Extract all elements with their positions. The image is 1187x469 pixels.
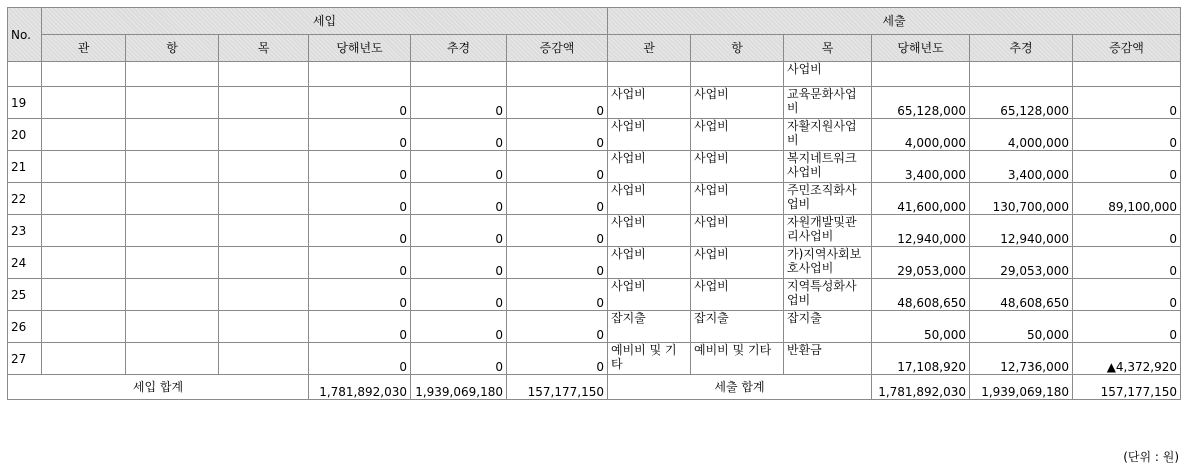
cell-expense-supplementary: 4,000,000	[970, 119, 1073, 151]
cell-revenue-current: 0	[309, 87, 411, 119]
cell-revenue-supplementary: 0	[411, 87, 507, 119]
expense-total-current: 1,781,892,030	[872, 375, 970, 400]
cell-revenue-mok	[219, 119, 309, 151]
cell-expense-current: 3,400,000	[872, 151, 970, 183]
cell-revenue-gwan	[42, 343, 126, 375]
header-revenue-supplementary: 추경	[411, 35, 507, 62]
cell-revenue-current: 0	[309, 247, 411, 279]
cell-no: 22	[8, 183, 42, 215]
header-expense-supplementary: 추경	[970, 35, 1073, 62]
cell-expense-gwan: 사업비	[608, 215, 691, 247]
cell-expense-mok: 복지네트워크사업비	[784, 151, 872, 183]
cell-no: 20	[8, 119, 42, 151]
table-row	[8, 247, 1181, 279]
cell-expense-supplementary: 12,736,000	[970, 343, 1073, 375]
cell-revenue-mok	[219, 62, 309, 87]
table-body	[8, 62, 1181, 375]
cell-expense-gwan: 사업비	[608, 183, 691, 215]
cell-no: 26	[8, 311, 42, 343]
cell-expense-supplementary: 3,400,000	[970, 151, 1073, 183]
cell-revenue-gwan	[42, 119, 126, 151]
cell-expense-difference: 0	[1073, 215, 1181, 247]
cell-expense-gwan: 사업비	[608, 87, 691, 119]
cell-no: 25	[8, 279, 42, 311]
revenue-total-current: 1,781,892,030	[309, 375, 411, 400]
cell-revenue-supplementary: 0	[411, 119, 507, 151]
header-expense-difference: 증감액	[1073, 35, 1181, 62]
expense-total-supplementary: 1,939,069,180	[970, 375, 1073, 400]
cell-expense-difference: 0	[1073, 87, 1181, 119]
cell-revenue-current: 0	[309, 151, 411, 183]
cell-revenue-difference: 0	[507, 183, 608, 215]
table-row	[8, 343, 1181, 375]
cell-expense-gwan: 잡지출	[608, 311, 691, 343]
cell-expense-mok: 주민조직화사업비	[784, 183, 872, 215]
cell-revenue-supplementary: 0	[411, 151, 507, 183]
cell-revenue-gwan	[42, 215, 126, 247]
cell-revenue-difference: 0	[507, 247, 608, 279]
cell-revenue-difference: 0	[507, 343, 608, 375]
header-revenue-difference: 증감액	[507, 35, 608, 62]
budget-table	[7, 7, 1181, 400]
cell-expense-gwan: 사업비	[608, 247, 691, 279]
cell-revenue-current: 0	[309, 215, 411, 247]
table-row	[8, 311, 1181, 343]
header-revenue: 세입	[42, 8, 608, 35]
cell-expense-supplementary: 29,053,000	[970, 247, 1073, 279]
cell-expense-difference: 0	[1073, 279, 1181, 311]
header-row-columns	[8, 35, 1181, 62]
cell-revenue-mok	[219, 279, 309, 311]
cell-revenue-supplementary: 0	[411, 215, 507, 247]
cell-expense-supplementary: 50,000	[970, 311, 1073, 343]
totals-row	[8, 375, 1181, 400]
cell-revenue-mok	[219, 311, 309, 343]
cell-revenue-supplementary: 0	[411, 183, 507, 215]
cell-revenue-hang	[126, 215, 219, 247]
header-expense-mok: 목	[784, 35, 872, 62]
cell-expense-hang: 사업비	[691, 119, 784, 151]
cell-revenue-hang	[126, 87, 219, 119]
cell-no: 21	[8, 151, 42, 183]
header-revenue-gwan: 관	[42, 35, 126, 62]
cell-expense-current: 65,128,000	[872, 87, 970, 119]
cell-expense-supplementary: 65,128,000	[970, 87, 1073, 119]
cell-revenue-difference: 0	[507, 119, 608, 151]
cell-expense-mok: 사업비	[784, 62, 872, 87]
cell-revenue-hang	[126, 247, 219, 279]
cell-expense-difference: 0	[1073, 311, 1181, 343]
cell-expense-difference	[1073, 62, 1181, 87]
cell-revenue-supplementary: 0	[411, 311, 507, 343]
cell-revenue-difference: 0	[507, 151, 608, 183]
cell-revenue-current: 0	[309, 311, 411, 343]
cell-expense-current: 48,608,650	[872, 279, 970, 311]
cell-expense-current: 17,108,920	[872, 343, 970, 375]
cell-expense-hang: 사업비	[691, 247, 784, 279]
header-expense-hang: 항	[691, 35, 784, 62]
cell-expense-hang: 사업비	[691, 215, 784, 247]
cell-revenue-current: 0	[309, 119, 411, 151]
cell-revenue-gwan	[42, 183, 126, 215]
cell-revenue-supplementary: 0	[411, 279, 507, 311]
cell-revenue-hang	[126, 183, 219, 215]
table-row	[8, 279, 1181, 311]
cell-expense-mok: 지역특성화사업비	[784, 279, 872, 311]
cell-expense-mok: 자활지원사업비	[784, 119, 872, 151]
cell-revenue-mok	[219, 183, 309, 215]
cell-expense-gwan: 사업비	[608, 279, 691, 311]
cell-revenue-hang	[126, 62, 219, 87]
cell-expense-mok: 교육문화사업비	[784, 87, 872, 119]
cell-revenue-current: 0	[309, 183, 411, 215]
table-row	[8, 119, 1181, 151]
cell-revenue-gwan	[42, 311, 126, 343]
table-row	[8, 183, 1181, 215]
cell-revenue-difference: 0	[507, 87, 608, 119]
cell-expense-difference: 0	[1073, 119, 1181, 151]
cell-revenue-hang	[126, 279, 219, 311]
cell-expense-difference: ▲4,372,920	[1073, 343, 1181, 375]
cell-expense-difference: 0	[1073, 151, 1181, 183]
table-row	[8, 87, 1181, 119]
revenue-total-difference: 157,177,150	[507, 375, 608, 400]
cell-no: 19	[8, 87, 42, 119]
cell-revenue-difference: 0	[507, 311, 608, 343]
cell-expense-hang: 사업비	[691, 87, 784, 119]
cell-revenue-gwan	[42, 279, 126, 311]
cell-revenue-gwan	[42, 62, 126, 87]
cell-revenue-hang	[126, 311, 219, 343]
cell-revenue-mok	[219, 87, 309, 119]
cell-revenue-gwan	[42, 87, 126, 119]
cell-revenue-supplementary	[411, 62, 507, 87]
cell-expense-current: 41,600,000	[872, 183, 970, 215]
cell-revenue-hang	[126, 343, 219, 375]
cell-expense-difference: 0	[1073, 247, 1181, 279]
cell-expense-mok: 잡지출	[784, 311, 872, 343]
cell-no: 27	[8, 343, 42, 375]
cell-expense-hang: 사업비	[691, 279, 784, 311]
cell-expense-supplementary: 130,700,000	[970, 183, 1073, 215]
cell-revenue-hang	[126, 119, 219, 151]
cell-revenue-supplementary: 0	[411, 343, 507, 375]
header-expense-current: 당해년도	[872, 35, 970, 62]
header-expense-gwan: 관	[608, 35, 691, 62]
cell-expense-hang	[691, 62, 784, 87]
cell-expense-hang: 잡지출	[691, 311, 784, 343]
cell-expense-supplementary: 12,940,000	[970, 215, 1073, 247]
unit-note: (단위 : 원)	[1123, 450, 1179, 464]
cell-expense-hang: 사업비	[691, 151, 784, 183]
table-row	[8, 215, 1181, 247]
header-revenue-current: 당해년도	[309, 35, 411, 62]
cell-expense-mok: 반환금	[784, 343, 872, 375]
cell-revenue-mok	[219, 151, 309, 183]
cell-expense-mok: 자원개발및관리사업비	[784, 215, 872, 247]
header-revenue-hang: 항	[126, 35, 219, 62]
cell-revenue-gwan	[42, 247, 126, 279]
cell-no	[8, 62, 42, 87]
header-row-groups	[8, 8, 1181, 35]
cell-no: 23	[8, 215, 42, 247]
cell-revenue-hang	[126, 151, 219, 183]
cell-expense-gwan: 사업비	[608, 119, 691, 151]
header-expense: 세출	[608, 8, 1181, 35]
cell-revenue-current	[309, 62, 411, 87]
cell-expense-current: 29,053,000	[872, 247, 970, 279]
cell-revenue-gwan	[42, 151, 126, 183]
cell-expense-current: 50,000	[872, 311, 970, 343]
cell-expense-mok: 가)지역사회보호사업비	[784, 247, 872, 279]
cell-no: 24	[8, 247, 42, 279]
cell-revenue-difference: 0	[507, 215, 608, 247]
header-no: No.	[8, 8, 42, 62]
cell-expense-gwan: 사업비	[608, 151, 691, 183]
cell-expense-gwan	[608, 62, 691, 87]
header-revenue-mok: 목	[219, 35, 309, 62]
cell-revenue-current: 0	[309, 343, 411, 375]
expense-total-label: 세출 합계	[608, 375, 872, 400]
table-row	[8, 62, 1181, 87]
cell-expense-difference: 89,100,000	[1073, 183, 1181, 215]
cell-expense-hang: 사업비	[691, 183, 784, 215]
cell-revenue-supplementary: 0	[411, 247, 507, 279]
cell-revenue-difference	[507, 62, 608, 87]
cell-revenue-current: 0	[309, 279, 411, 311]
cell-revenue-difference: 0	[507, 279, 608, 311]
revenue-total-supplementary: 1,939,069,180	[411, 375, 507, 400]
cell-expense-current	[872, 62, 970, 87]
cell-revenue-mok	[219, 215, 309, 247]
cell-expense-supplementary	[970, 62, 1073, 87]
expense-total-difference: 157,177,150	[1073, 375, 1181, 400]
table-row	[8, 151, 1181, 183]
cell-revenue-mok	[219, 343, 309, 375]
cell-expense-current: 12,940,000	[872, 215, 970, 247]
cell-expense-hang: 예비비 및 기타	[691, 343, 784, 375]
cell-revenue-mok	[219, 247, 309, 279]
cell-expense-current: 4,000,000	[872, 119, 970, 151]
cell-expense-gwan: 예비비 및 기타	[608, 343, 691, 375]
cell-expense-supplementary: 48,608,650	[970, 279, 1073, 311]
revenue-total-label: 세입 합계	[8, 375, 309, 400]
